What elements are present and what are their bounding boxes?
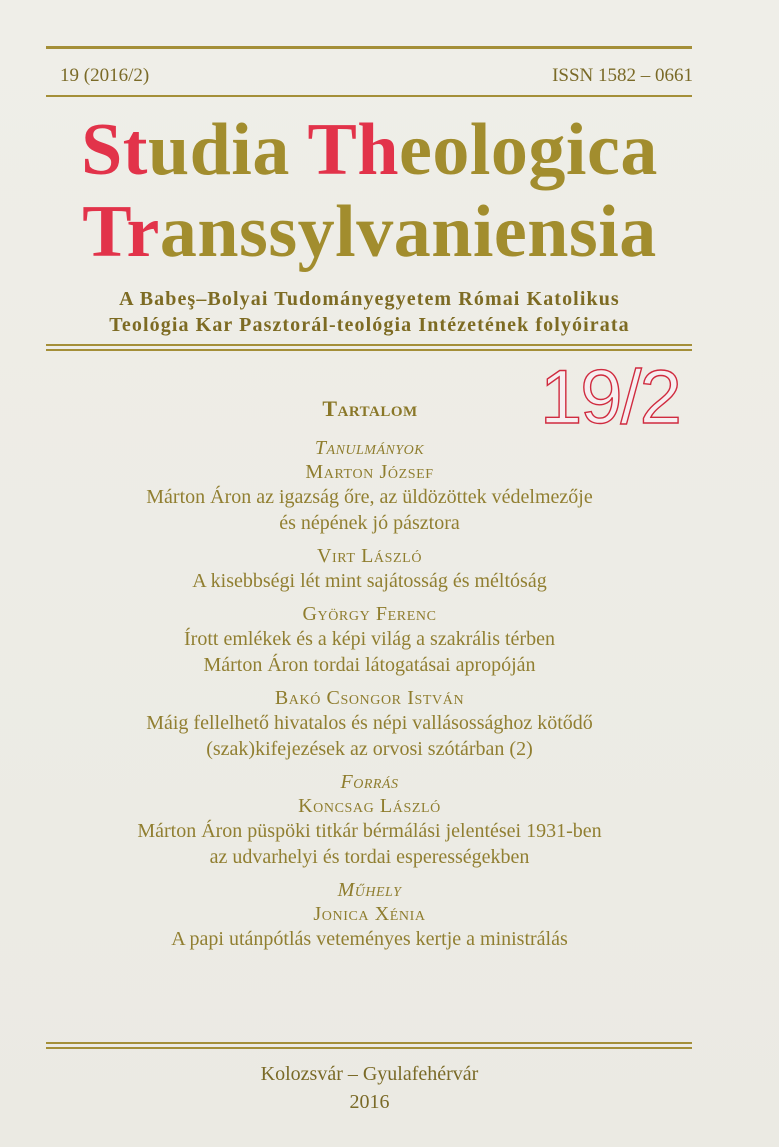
- subtitle-line-2: Teológia Kar Pasztorál-teológia Intézetének folyóirata: [109, 314, 630, 336]
- toc-entry: [0, 602, 739, 678]
- entry-title: Írott emlékek és a képi világ a szakrális térben: [184, 628, 555, 650]
- footer-rule-top: [46, 1042, 692, 1044]
- toc-entry: [0, 544, 739, 594]
- entry-title: Máig fellelhető hivatalos és népi vallásossághoz kötődő: [146, 712, 593, 734]
- entry-author: Marton József: [305, 461, 434, 483]
- toc-heading: Tartalom: [322, 396, 418, 421]
- footer: [0, 1060, 739, 1116]
- entry-author: Bakó Csongor István: [274, 687, 465, 709]
- title-udia: udia: [147, 109, 308, 191]
- journal-title-line-1: [0, 110, 739, 190]
- issn: ISSN 1582 – 0661: [552, 65, 693, 86]
- entry-title: Márton Áron püspöki titkár bérmálási jelentései 1931-ben: [137, 820, 602, 842]
- toc-entry: [0, 686, 739, 762]
- title-anssylvaniensia: anssylvaniensia: [159, 191, 657, 273]
- subtitle-rule-top: [46, 344, 692, 346]
- entry-title: Márton Áron tordai látogatásai apropóján: [203, 654, 536, 676]
- entry-author: Jonica Xénia: [313, 903, 426, 925]
- toc-entry: [0, 794, 739, 870]
- journal-title-line-2: [0, 192, 739, 272]
- subtitle-rule-bottom: [46, 349, 692, 351]
- entry-title: és népének jó pásztora: [279, 512, 460, 534]
- header-rule: [46, 95, 692, 97]
- title-initial-st: St: [81, 109, 148, 191]
- publication-place: Kolozsvár – Gyulafehérvár: [260, 1063, 479, 1085]
- toc-entry: [0, 460, 739, 536]
- table-of-contents: [0, 436, 739, 960]
- footer-rule-bottom: [46, 1047, 692, 1049]
- title-initial-th: Th: [307, 109, 400, 191]
- entry-author: Koncsag László: [298, 795, 441, 817]
- issue-row: [60, 64, 693, 88]
- section-title: Forrás: [340, 771, 399, 793]
- section-title: Tanulmányok: [314, 437, 425, 459]
- entry-title: az udvarhelyi és tordai esperességekben: [209, 846, 530, 868]
- publication-year: 2016: [349, 1091, 390, 1113]
- toc-entry: [0, 902, 739, 952]
- title-eologica: eologica: [399, 109, 658, 191]
- entry-author: Virt László: [316, 545, 423, 567]
- subtitle-line-1: A Babeş–Bolyai Tudományegyetem Római Katolikus: [119, 288, 620, 310]
- entry-author: György Ferenc: [302, 603, 437, 625]
- top-rule: [46, 46, 692, 49]
- section-title: Műhely: [337, 879, 402, 901]
- entry-title: Márton Áron az igazság őre, az üldözöttek védelmezője: [146, 486, 593, 508]
- entry-title: (szak)kifejezések az orvosi szótárban (2): [206, 738, 533, 760]
- volume-badge: 19/2: [540, 355, 680, 440]
- entry-title: A kisebbségi lét mint sajátosság és méltóság: [192, 570, 547, 592]
- issue-number: 19 (2016/2): [60, 65, 150, 86]
- entry-title: A papi utánpótlás veteményes kertje a ministrálás: [171, 928, 568, 950]
- title-initial-tr: Tr: [82, 191, 160, 273]
